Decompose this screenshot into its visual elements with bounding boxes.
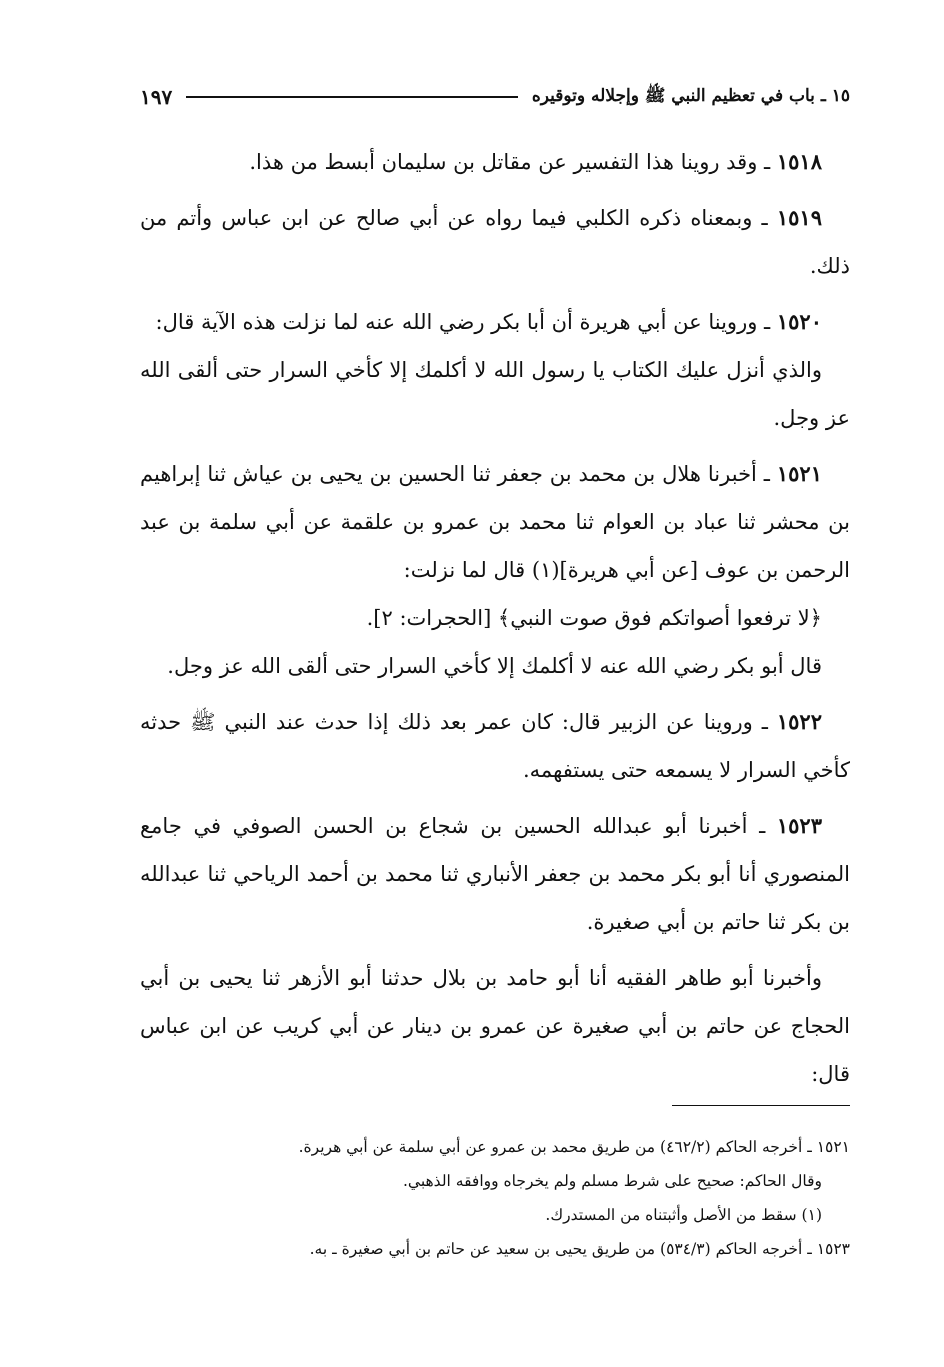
- book-page: [140, 0, 850, 1367]
- paragraph-text: ـ أخبرنا هلال بن محمد بن جعفر ثنا الحسين بن يحيى بن عياش ثنا إبراهيم بن محشر ثنا عباد بن العوام ثنا محمد بن عمرو بن علقمة عن أبي سلمة بن عبد الرحمن بن عوف [عن أبي هريرة](١) قال لما نزلت:: [140, 462, 850, 582]
- paragraph-text: ﴿لا ترفعوا أصواتكم فوق صوت النبي﴾ [الحجرات: ٢].: [366, 606, 822, 630]
- running-header: [140, 82, 850, 112]
- main-text: [140, 138, 850, 1106]
- paragraph-quote: [140, 346, 850, 442]
- paragraph-1521: [140, 450, 850, 594]
- paragraph-text: وأخبرنا أبو طاهر الفقيه أنا أبو حامد بن بلال حدثنا أبو الأزهر ثنا يحيى بن أبي الحجاج عن حاتم بن أبي صغيرة عن عمرو بن دينار عن أبي كريب عن ابن عباس قال:: [140, 966, 850, 1086]
- chapter-title: ١٥ ـ باب في تعظيم النبي ﷺ وإجلاله وتوقيره: [531, 85, 850, 106]
- paragraph-second-chain: [140, 954, 850, 1098]
- paragraph-1523: [140, 802, 850, 946]
- paragraph-text: ـ أخبرنا أبو عبدالله الحسين بن شجاع بن الحسن الصوفي في جامع المنصوري أنا أبو بكر محمد بن جعفر الأنباري ثنا محمد بن أحمد الرياحي ثنا عبدالله بن بكر ثنا حاتم بن أبي صغيرة.: [140, 814, 850, 934]
- paragraph-text: ـ وروينا عن الزبير قال: كان عمر بعد ذلك إذا حدث عند النبي ﷺ حدثه كأخي السرار لا يسمعه حتى يستفهمه.: [140, 710, 850, 782]
- footnote-hakim-grade: وقال الحاكم: صحيح على شرط مسلم ولم يخرجاه ووافقه الذهبي.: [402, 1172, 822, 1190]
- hadith-number: ١٥٢١: [776, 461, 822, 486]
- footnote-1521: ١٥٢١ ـ أخرجه الحاكم (٤٦٢/٢) من طريق محمد بن عمرو عن أبي سلمة عن أبي هريرة.: [298, 1138, 850, 1156]
- paragraph-abubakr: [140, 642, 850, 690]
- hadith-number: ١٥١٩: [776, 205, 822, 230]
- paragraph-1519: [140, 194, 850, 290]
- hadith-number: ١٥٢٠: [776, 309, 822, 334]
- hadith-number: ١٥٢٣: [776, 813, 822, 838]
- paragraph-text: ـ وبمعناه ذكره الكلبي فيما رواه عن أبي صالح عن ابن عباس وأتم من ذلك.: [140, 206, 850, 278]
- quran-verse: [140, 594, 850, 642]
- paragraph-1518: [140, 138, 850, 186]
- page-number: ١٩٧: [140, 85, 173, 109]
- paragraph-text: ـ وقد روينا هذا التفسير عن مقاتل بن سليمان أبسط من هذا.: [249, 150, 771, 174]
- header-rule: [186, 96, 518, 98]
- paragraph-1520: [140, 298, 850, 346]
- paragraph-text: قال أبو بكر رضي الله عنه لا أكلمك إلا كأخي السرار حتى ألقى الله عز وجل.: [167, 654, 822, 678]
- hadith-number: ١٥٢٢: [776, 709, 822, 734]
- paragraph-text: والذي أنزل عليك الكتاب يا رسول الله لا أكلمك إلا كأخي السرار حتى ألقى الله عز وجل.: [140, 358, 850, 430]
- footnote-1523: ١٥٢٣ ـ أخرجه الحاكم (٥٣٤/٣) من طريق يحيى بن سعيد عن حاتم بن أبي صغيرة ـ به.: [309, 1240, 850, 1258]
- paragraph-1522: [140, 698, 850, 794]
- paragraph-text: ـ وروينا عن أبي هريرة أن أبا بكر رضي الله عنه لما نزلت هذه الآية قال:: [155, 310, 771, 334]
- hadith-number: ١٥١٨: [776, 149, 822, 174]
- footnote-1: (١) سقط من الأصل وأثبتناه من المستدرك.: [545, 1206, 822, 1224]
- footnote-separator: [672, 1105, 850, 1106]
- footnotes: [140, 1130, 850, 1266]
